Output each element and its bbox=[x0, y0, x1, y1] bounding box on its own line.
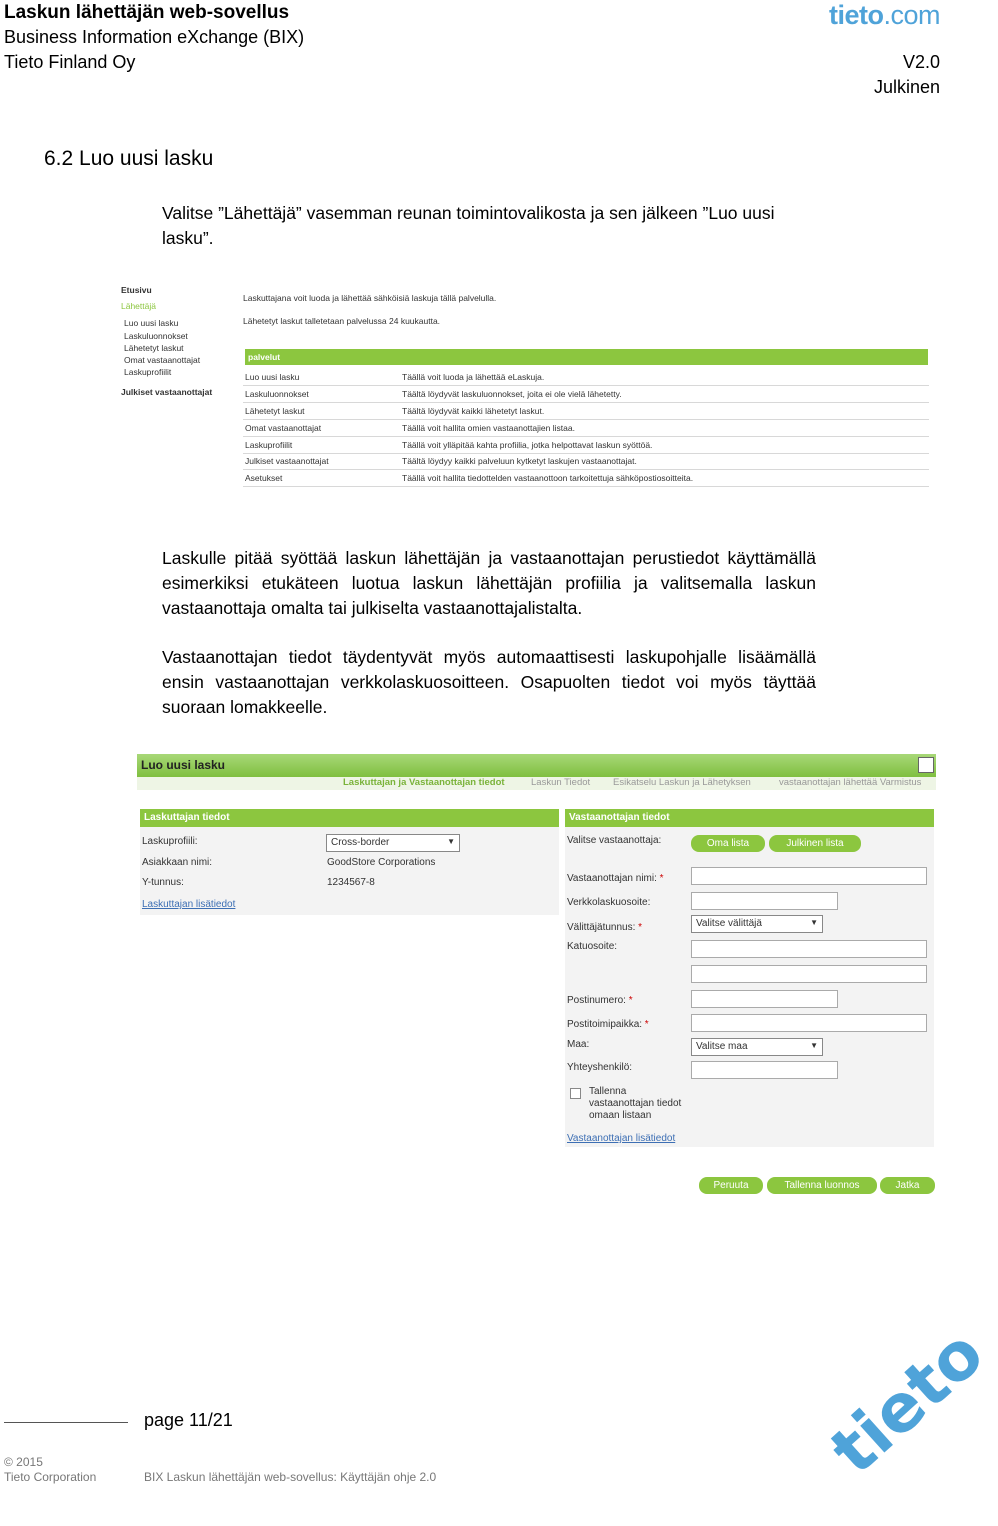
shot1-intro-1: Laskuttajana voit luoda ja lähettää sähköisiä laskuja tällä palvelulla. bbox=[243, 293, 497, 303]
footer-divider bbox=[4, 1422, 128, 1423]
service-row[interactable]: Laskuprofiilit Täällä voit ylläpitää kahta profiilia, jotka helpottavat laskun syöttöä. bbox=[243, 437, 929, 454]
street-address-label: Katuosoite: bbox=[567, 941, 618, 952]
business-id-value: 1234567-8 bbox=[327, 877, 375, 888]
street-address-input-2[interactable] bbox=[691, 965, 927, 983]
recipient-panel-header: Vastaanottajan tiedot bbox=[565, 809, 934, 827]
operator-select[interactable]: Valitse välittäjä ▼ bbox=[691, 915, 823, 933]
company-name: Tieto Finland Oy bbox=[4, 52, 136, 72]
page-number: page 11/21 bbox=[144, 1410, 233, 1430]
nav-lahetetyt-laskut[interactable]: Lähetetyt laskut bbox=[124, 343, 184, 353]
country-select[interactable]: Valitse maa ▼ bbox=[691, 1038, 823, 1056]
country-label: Maa: bbox=[567, 1039, 590, 1050]
service-row[interactable]: Laskuluonnokset Täältä löydyvät laskuluonnokset, joita ei ole vielä lähetetty. bbox=[243, 386, 929, 403]
paragraph-sender-recipient: Laskulle pitää syöttää laskun lähettäjän ja vastaanottajan perustiedot käyttämällä esimerkiksi etukäteen luotua laskun lähettäjän profiilia ja valitsemalla laskun vastaanottaja omalta tai julkiselta vastaanottajalistalta. bbox=[162, 548, 816, 618]
save-draft-button[interactable]: Tallenna luonnos bbox=[767, 1177, 877, 1194]
intro-text: Valitse ”Lähettäjä” vasemman reunan toimintovalikosta ja sen jälkeen ”Luo uusi lasku”. bbox=[162, 203, 775, 248]
save-recipient-checkbox[interactable] bbox=[570, 1088, 581, 1099]
tab-confirm[interactable]: vastaanottajan lähettää Varmistus bbox=[779, 777, 922, 788]
operator-label: Välittäjätunnus: * bbox=[567, 922, 643, 933]
postal-code-label: Postinumero: * bbox=[567, 995, 633, 1006]
contact-person-label: Yhteyshenkilö: bbox=[567, 1062, 633, 1073]
nav-laskuprofiilit[interactable]: Laskuprofiilit bbox=[124, 367, 172, 377]
tieto-logo: tieto.com bbox=[828, 0, 940, 30]
recipient-details-link[interactable]: Vastaanottajan lisätiedot bbox=[567, 1133, 676, 1144]
tieto-footer-logo: tieto bbox=[816, 1314, 998, 1490]
customer-name-value: GoodStore Corporations bbox=[327, 857, 436, 868]
nav-julkiset-vastaanottajat[interactable]: Julkiset vastaanottajat bbox=[121, 387, 213, 397]
own-list-button[interactable]: Oma lista bbox=[691, 835, 765, 852]
tab-invoice-details[interactable]: Laskun Tiedot bbox=[531, 777, 591, 788]
save-recipient-label: Tallenna vastaanottajan tiedot omaan listaan bbox=[589, 1086, 682, 1121]
service-row[interactable]: Luo uusi lasku Täällä voit luoda ja lähettää eLaskuja. bbox=[243, 369, 929, 386]
choose-recipient-label: Valitse vastaanottaja: bbox=[567, 835, 662, 846]
wizard-tabs bbox=[137, 777, 936, 790]
copyright: © 2015 bbox=[4, 1455, 43, 1469]
cancel-button[interactable]: Peruuta bbox=[699, 1177, 763, 1194]
customer-name-label: Asiakkaan nimi: bbox=[142, 857, 213, 868]
continue-button[interactable]: Jatka bbox=[880, 1177, 935, 1194]
business-id-label: Y-tunnus: bbox=[142, 877, 184, 888]
section-title: 6.2 Luo uusi lasku bbox=[44, 147, 214, 170]
profile-select[interactable]: Cross-border ▼ bbox=[326, 834, 460, 852]
einvoice-address-label: Verkkolaskuosoite: bbox=[567, 897, 651, 908]
recipient-name-input[interactable] bbox=[691, 867, 927, 885]
nav-lahettaja[interactable]: Lähettäjä bbox=[121, 301, 156, 311]
new-invoice-titlebar: Luo uusi lasku bbox=[137, 754, 936, 777]
service-row[interactable]: Omat vastaanottajat Täällä voit hallita omien vastaanottajien listaa. bbox=[243, 420, 929, 437]
recipient-name-label: Vastaanottajan nimi: * bbox=[567, 873, 664, 884]
chevron-down-icon: ▼ bbox=[810, 1041, 818, 1050]
tab-parties[interactable]: Laskuttajan ja Vastaanottajan tiedot bbox=[343, 777, 505, 788]
street-address-input[interactable] bbox=[691, 940, 927, 958]
shot1-intro-2: Lähetetyt laskut talletetaan palvelussa 24 kuukautta. bbox=[243, 316, 441, 326]
einvoice-address-input[interactable] bbox=[691, 892, 838, 910]
document-subtitle: Business Information eXchange (BIX) bbox=[4, 27, 305, 47]
postal-code-input[interactable] bbox=[691, 990, 838, 1008]
city-label: Postitoimipaikka: * bbox=[567, 1019, 649, 1030]
corporation: Tieto Corporation bbox=[4, 1470, 97, 1484]
sender-details-link[interactable]: Laskuttajan lisätiedot bbox=[142, 899, 236, 910]
document-title: Laskun lähettäjän web-sovellus bbox=[4, 2, 290, 23]
tab-preview[interactable]: Esikatselu Laskun ja Lähetyksen bbox=[613, 777, 751, 788]
chevron-down-icon: ▼ bbox=[447, 837, 455, 846]
services-bar: palvelut bbox=[245, 349, 928, 365]
chevron-down-icon: ▼ bbox=[810, 918, 818, 927]
version: V2.0 bbox=[902, 52, 940, 72]
classification: Julkinen bbox=[873, 77, 940, 97]
paragraph-autofill: Vastaanottajan tiedot täydentyvät myös automaattisesti laskupohjalle lisäämällä ensin vastaanottajan verkkolaskuosoitteen. Osapuolten tiedot voi myös täyttää suoraan lomakkeelle. bbox=[162, 647, 816, 717]
nav-laskuluonnokset[interactable]: Laskuluonnokset bbox=[124, 331, 188, 341]
service-row[interactable]: Lähetetyt laskut Täältä löydyvät kaikki lähetetyt laskut. bbox=[243, 403, 929, 420]
profile-label: Laskuprofiili: bbox=[142, 836, 198, 847]
nav-luo-uusi-lasku[interactable]: Luo uusi lasku bbox=[124, 318, 179, 328]
footer-doc-title: BIX Laskun lähettäjän web-sovellus: Käyttäjän ohje 2.0 bbox=[144, 1470, 437, 1484]
city-input[interactable] bbox=[691, 1014, 927, 1032]
nav-etusivu[interactable]: Etusivu bbox=[121, 285, 152, 295]
contact-person-input[interactable] bbox=[691, 1061, 838, 1079]
minimize-icon[interactable] bbox=[918, 757, 934, 773]
sender-panel-header: Laskuttajan tiedot bbox=[140, 809, 559, 827]
public-list-button[interactable]: Julkinen lista bbox=[769, 835, 861, 852]
service-row[interactable]: Julkiset vastaanottajat Täältä löydyy kaikki palveluun kytketyt laskujen vastaanottajat. bbox=[243, 453, 929, 470]
service-row[interactable]: Asetukset Täällä voit hallita tiedottelden vastaanottoon tarkoitettuja sähköpostiosoitteita. bbox=[243, 470, 929, 487]
nav-omat-vastaanottajat[interactable]: Omat vastaanottajat bbox=[124, 355, 201, 365]
